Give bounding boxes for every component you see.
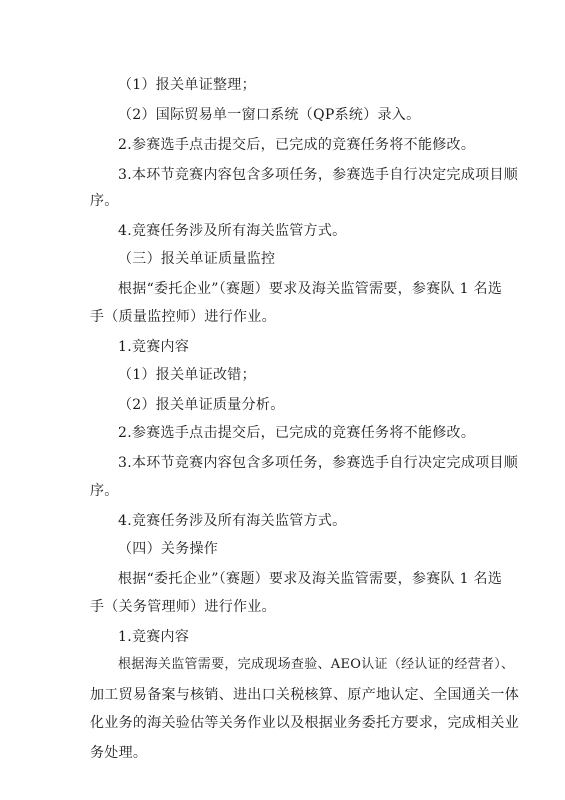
paragraph-line: 4.竞赛任务涉及所有海关监管方式。 xyxy=(118,513,347,529)
paragraph-line: 手（质量监控师）进行作业。 xyxy=(90,309,276,325)
paragraph-line: 化业务的海关验估等关务作业以及根据业务委托方要求，完成相关业 xyxy=(90,715,519,731)
paragraph-line: （2）报关单证质量分析。 xyxy=(118,397,285,413)
paragraph-line: 手（关务管理师）进行作业。 xyxy=(90,599,276,615)
paragraph-line: （1）报关单证改错； xyxy=(118,367,256,383)
paragraph-line: 根据“委托企业”（赛题）要求及海关监管需要，参赛队 1 名选 xyxy=(118,281,503,297)
subheading: 1.竞赛内容 xyxy=(118,629,190,645)
paragraph-line: （2）国际贸易单一窗口系统（QP系统）录入。 xyxy=(118,107,421,123)
paragraph-line: 根据“委托企业”（赛题）要求及海关监管需要，参赛队 1 名选 xyxy=(118,571,503,587)
paragraph-line: 序。 xyxy=(90,483,119,499)
paragraph-line: 2.参赛选手点击提交后，已完成的竞赛任务将不能修改。 xyxy=(118,425,476,441)
paragraph-line: 加工贸易备案与核销、进出口关税核算、原产地认定、全国通关一体 xyxy=(90,687,519,703)
subheading: 1.竞赛内容 xyxy=(118,339,190,355)
paragraph-line: 务处理。 xyxy=(90,745,148,761)
paragraph-line: 根据海关监管需要，完成现场查验、AEO认证（经认证的经营者）、 xyxy=(118,657,515,672)
section-heading: （四）关务操作 xyxy=(118,541,219,557)
paragraph-line: 4.竞赛任务涉及所有海关监管方式。 xyxy=(118,223,347,239)
paragraph-line: 3.本环节竞赛内容包含多项任务，参赛选手自行决定完成项目顺 xyxy=(118,167,519,183)
paragraph-line: 2.参赛选手点击提交后，已完成的竞赛任务将不能修改。 xyxy=(118,137,476,153)
section-heading: （三）报关单证质量监控 xyxy=(118,251,276,267)
paragraph-line: 3.本环节竞赛内容包含多项任务，参赛选手自行决定完成项目顺 xyxy=(118,455,519,471)
paragraph-line: 序。 xyxy=(90,193,119,209)
paragraph-line: （1）报关单证整理； xyxy=(118,77,256,93)
